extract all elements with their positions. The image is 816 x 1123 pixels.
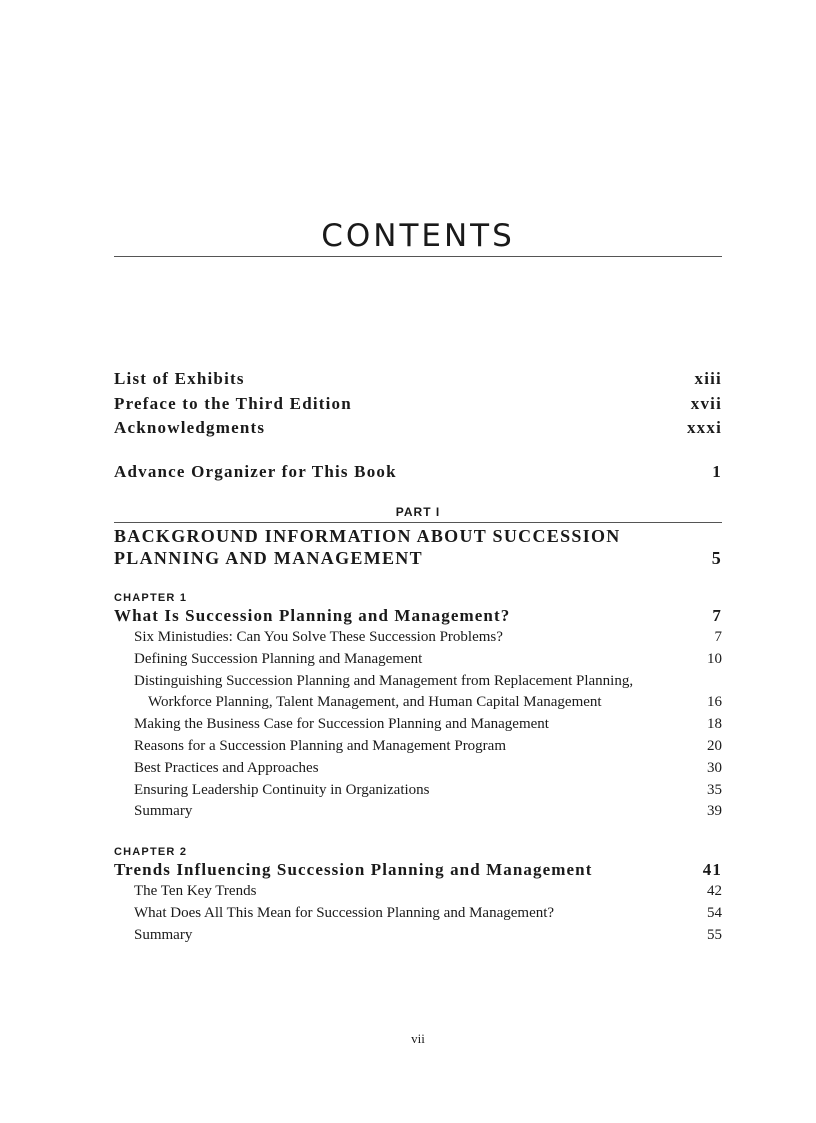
- toc-entry-label: Preface to the Third Edition: [114, 393, 352, 413]
- toc-entry-preface[interactable]: [114, 392, 722, 417]
- toc-entry-text: Reasons for a Succession Planning and Management Program: [134, 737, 507, 754]
- toc-entry-label: Advance Organizer for This Book: [114, 461, 397, 481]
- toc-entry-text: What Does All This Mean for Succession Planning and Management?: [134, 904, 555, 921]
- toc-entry-page: 7: [714, 629, 722, 645]
- title-rule: [114, 256, 722, 257]
- toc-entry-text: Best Practices and Approaches: [134, 759, 319, 776]
- toc-entry-page: 55: [707, 926, 722, 943]
- toc-entry[interactable]: [114, 881, 722, 903]
- toc-entry[interactable]: [114, 801, 722, 823]
- toc-entry-page: 1: [712, 461, 722, 481]
- toc-entry-page: 42: [707, 883, 722, 900]
- toc-entry-text: Ensuring Leadership Continuity in Organizations: [134, 781, 430, 798]
- toc-entry-page: 54: [707, 904, 722, 921]
- toc-entry-text: Six Ministudies: Can You Solve These Succession Problems?: [134, 629, 503, 645]
- toc-entry-page: 20: [707, 737, 722, 754]
- part-label: PART I: [395, 505, 441, 519]
- part-rule: [114, 522, 722, 523]
- chapter-title-1[interactable]: [114, 605, 722, 627]
- toc-entry-page: 35: [707, 781, 722, 798]
- chapter-title-2[interactable]: [114, 859, 722, 881]
- toc-entry[interactable]: [114, 758, 722, 780]
- toc-entry-page: 16: [707, 694, 722, 711]
- toc-entry-page: xiii: [694, 369, 722, 388]
- toc-entry-text: Defining Succession Planning and Management: [134, 650, 423, 667]
- toc-entry-page: xxxi: [686, 418, 722, 437]
- toc-entry-text: Making the Business Case for Succession Planning and Management: [134, 716, 549, 733]
- toc-entry[interactable]: [114, 627, 722, 649]
- chapter-label: CHAPTER 1: [114, 592, 188, 604]
- toc-entry-page: xvii: [690, 393, 722, 413]
- toc-entry-text: Summary: [134, 926, 193, 943]
- toc-entry[interactable]: [114, 649, 722, 671]
- part-title[interactable]: [114, 525, 722, 569]
- toc-entry-label: Acknowledgments: [114, 418, 266, 437]
- toc-entry-text: Summary: [134, 803, 193, 820]
- page-number: vii: [411, 1031, 425, 1046]
- toc-entry-page: 10: [707, 650, 722, 667]
- toc-entry[interactable]: [114, 736, 722, 758]
- part-title-line-1: BACKGROUND INFORMATION ABOUT SUCCESSION: [114, 526, 621, 546]
- toc-entry[interactable]: [114, 780, 722, 802]
- chapter-title-text: Trends Influencing Succession Planning and Management: [114, 860, 593, 880]
- part-page: 5: [711, 548, 722, 568]
- chapter-label: CHAPTER 2: [114, 846, 188, 859]
- toc-entry-page: 39: [707, 803, 722, 820]
- toc-entry-text: Distinguishing Succession Planning and Management from Replacement Planning, Workforce Planning, Talent Management, and Human Capital Management: [134, 672, 634, 711]
- toc-entry-acknowledgments[interactable]: [114, 416, 722, 441]
- toc-entry[interactable]: [114, 925, 722, 947]
- toc-entry-text: The Ten Key Trends: [134, 883, 257, 900]
- chapter-page: 41: [702, 860, 722, 880]
- part-title-line-2: PLANNING AND MANAGEMENT: [114, 548, 423, 568]
- chapter-page: 7: [712, 606, 722, 625]
- toc-entry-page: 30: [707, 759, 722, 776]
- toc-entry-label: List of Exhibits: [114, 369, 245, 388]
- toc-entry[interactable]: [114, 714, 722, 736]
- table-of-contents: [114, 367, 722, 947]
- toc-entry-advance-organizer[interactable]: [114, 460, 722, 485]
- page-title: CONTENTS: [321, 218, 515, 254]
- toc-entry[interactable]: [114, 903, 722, 925]
- toc-page: [114, 0, 722, 1123]
- toc-entry-list-of-exhibits[interactable]: [114, 367, 722, 392]
- chapter-title-text: What Is Succession Planning and Management?: [114, 606, 511, 625]
- toc-entry[interactable]: [114, 671, 722, 715]
- toc-entry-page: 18: [707, 716, 722, 733]
